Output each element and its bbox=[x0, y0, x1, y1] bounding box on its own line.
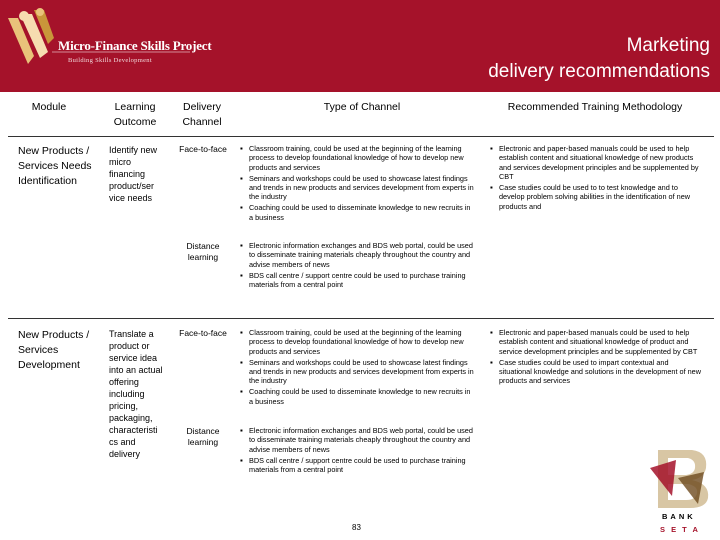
list-item: ▪ BDS call centre / support centre could be used to purchase training materials from a central point bbox=[240, 271, 476, 290]
header-divider bbox=[8, 136, 714, 137]
bank-seta-emblem-icon bbox=[648, 448, 716, 510]
row2-learning-outcome: Translate a product or service idea into an actual offering including pricing, packaging, characteristi cs and delivery bbox=[109, 329, 163, 459]
column-header-module: Module bbox=[31, 101, 67, 113]
row1-face-to-face-list bbox=[240, 144, 476, 223]
row1-module: New Products / Services Needs Identification bbox=[18, 145, 92, 187]
list-item: ▪ Coaching could be used to disseminate knowledge to new recruits in a business bbox=[240, 203, 476, 222]
row2-channel-distance-learning: Distance learning bbox=[186, 426, 220, 447]
bank-logo-text: BANK bbox=[662, 512, 696, 521]
logo-name: Micro-Finance Skills Project bbox=[58, 38, 212, 53]
row2-methodology-list bbox=[490, 328, 702, 387]
list-item: ▪ Electronic information exchanges and BDS web portal, could be used to disseminate training materials cheaply throughout the country and advise members of news bbox=[240, 241, 476, 269]
bank-logo-subtext: S E T A bbox=[660, 525, 700, 534]
title-line-2: delivery recommendations bbox=[488, 61, 710, 82]
list-item: ▪ Seminars and workshops could be used to showcase latest findings and trends in new products and services development from experts in the industry bbox=[240, 174, 476, 202]
micro-finance-logo bbox=[4, 8, 212, 70]
row2-channel-face-to-face: Face-to-face bbox=[179, 328, 227, 338]
row1-channel-distance-learning: Distance learning bbox=[186, 241, 220, 262]
column-header-type-of-channel: Type of Channel bbox=[323, 101, 401, 113]
row2-distance-learning-list bbox=[240, 426, 476, 476]
list-item: ▪ Coaching could be used to disseminate knowledge to new recruits in a business bbox=[240, 387, 476, 406]
list-item: ▪ Seminars and workshops could be used to showcase latest findings and trends in new products and services development from experts in the industry bbox=[240, 358, 476, 386]
list-item: ▪ Case studies could be used to impart contextual and situational knowledge and solutions in the development of new products and services bbox=[490, 358, 702, 386]
title-line-1: Marketing bbox=[626, 35, 710, 56]
row2-face-to-face-list bbox=[240, 328, 476, 407]
header-banner bbox=[0, 0, 720, 92]
column-header-methodology: Recommended Training Methodology bbox=[507, 101, 683, 113]
logo-tagline: Building Skills Development bbox=[68, 57, 152, 64]
row1-channel-face-to-face: Face-to-face bbox=[179, 144, 227, 154]
row1-methodology-list bbox=[490, 144, 702, 213]
row-divider bbox=[8, 318, 714, 319]
page-number: 83 bbox=[352, 523, 361, 532]
page-title bbox=[488, 33, 710, 85]
list-item: ▪ Classroom training, could be used at the beginning of the learning process to develop foundational knowledge of how to develop new products and services bbox=[240, 328, 476, 356]
list-item: ▪ Case studies could be used to to test knowledge and to develop problem solving abilities in the identification of new products and bbox=[490, 183, 702, 211]
column-header-delivery-channel: Delivery Channel bbox=[182, 101, 222, 128]
row2-module: New Products / Services Development bbox=[18, 329, 90, 371]
list-item: ▪ Electronic and paper-based manuals could be used to help establish content and situational knowledge of product and service development principles and be supplemented by CBT bbox=[490, 328, 702, 356]
list-item: ▪ Electronic and paper-based manuals could be used to help establish content and situational knowledge of new products and services development principles and be supplemented by CBT bbox=[490, 144, 702, 182]
list-item: ▪ Classroom training, could be used at the beginning of the learning process to develop foundational knowledge of how to develop new products and services bbox=[240, 144, 476, 172]
column-header-learning-outcome: Learning Outcome bbox=[113, 101, 157, 128]
list-item: ▪ Electronic information exchanges and BDS web portal, could be used to disseminate training materials cheaply throughout the country and advise members of news bbox=[240, 426, 476, 454]
row1-distance-learning-list bbox=[240, 241, 476, 291]
row1-learning-outcome: Identify new micro financing product/ser vice needs bbox=[109, 145, 158, 203]
list-item: ▪ BDS call centre / support centre could be used to purchase training materials from a central point bbox=[240, 456, 476, 475]
